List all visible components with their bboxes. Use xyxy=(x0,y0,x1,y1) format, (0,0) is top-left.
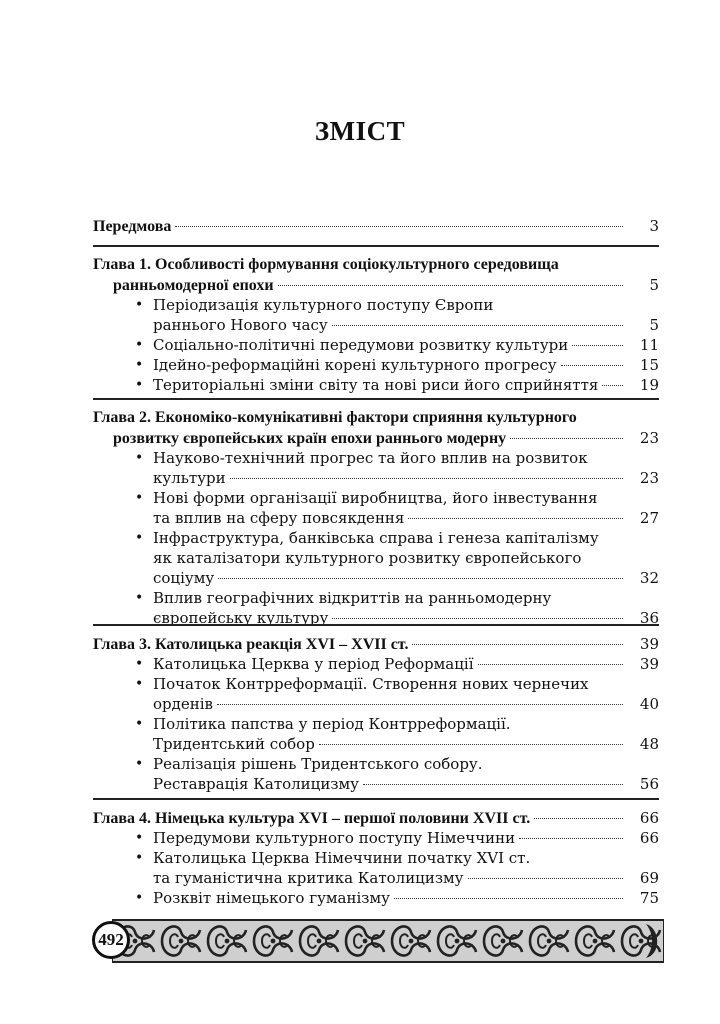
page-ref: 23 xyxy=(639,429,659,447)
list-item xyxy=(93,588,659,628)
chapter-2 xyxy=(93,408,659,628)
chapter-heading: Глава 1. Особливості формування соціокультурного середовища xyxy=(93,256,559,273)
item-text: Реставрація Католицизму xyxy=(153,775,360,793)
item-text: Реалізація рішень Тридентського собору. xyxy=(153,755,483,773)
list-item xyxy=(93,654,659,674)
item-text: Початок Контрреформації. Створення нових чернечих xyxy=(153,675,589,693)
list-item xyxy=(93,355,659,375)
dot-leader xyxy=(602,385,623,386)
list-item xyxy=(93,295,659,335)
page-ref: 5 xyxy=(649,316,659,334)
bullet-icon: • xyxy=(135,850,144,866)
item-text: Вплив географічних відкриттів на ранньомодерну xyxy=(153,589,552,607)
page-ref: 66 xyxy=(639,829,659,847)
item-text: та гуманістична критика Католицизму xyxy=(153,869,464,887)
item-text: Нові форми організації виробництва, його інвестування xyxy=(153,489,598,507)
item-text: як каталізатори культурного розвитку європейського xyxy=(153,549,582,567)
page-number: 492 xyxy=(92,921,130,959)
item-text: та вплив на сферу повсякдення xyxy=(153,509,405,527)
dot-leader xyxy=(332,325,623,326)
page-ref: 39 xyxy=(639,635,659,653)
page-ref: 40 xyxy=(639,695,659,713)
chapter-heading: Глава 3. Католицька реакція XVI – XVII ст. xyxy=(93,636,409,653)
bullet-icon: • xyxy=(135,756,144,772)
item-text: Соціально-політичні передумови розвитку культури xyxy=(153,336,569,354)
item-text: Розквіт німецького гуманізму xyxy=(153,889,390,907)
item-text: раннього Нового часу xyxy=(153,316,328,334)
chapter-heading: Глава 4. Німецька культура XVI – першої половини XVII ст. xyxy=(93,810,531,827)
item-text: Ідейно-реформаційні корені культурного прогресу xyxy=(153,356,557,374)
item-text: Періодизація культурного поступу Європи xyxy=(153,296,494,314)
item-text: європейську культуру xyxy=(153,609,329,627)
item-text: Тридентський собор xyxy=(153,735,315,753)
item-text: Католицька Церква Німеччини початку XVI ст. xyxy=(153,849,531,867)
page-ref: 3 xyxy=(649,217,659,235)
page-ref: 19 xyxy=(639,376,659,394)
chapter-heading: Глава 2. Економіко-комунікативні фактори сприяння культурного xyxy=(93,409,577,426)
dot-leader xyxy=(230,478,623,479)
page-title: ЗМІСТ xyxy=(314,116,406,146)
list-item xyxy=(93,448,659,488)
dot-leader xyxy=(394,898,623,899)
list-item xyxy=(93,828,659,848)
bullet-icon: • xyxy=(135,377,144,393)
item-text: Територіальні зміни світу та нові риси його сприйняття xyxy=(153,376,599,394)
chapter-4 xyxy=(93,808,659,908)
footer xyxy=(92,918,664,964)
dot-leader xyxy=(534,818,623,819)
page-ref: 69 xyxy=(639,869,659,887)
section-divider xyxy=(93,398,659,400)
item-text: орденів xyxy=(153,695,213,713)
bullet-icon: • xyxy=(135,890,144,906)
page-ref: 27 xyxy=(639,509,659,527)
list-item xyxy=(93,674,659,714)
bullet-icon: • xyxy=(135,450,144,466)
preface-label: Передмова xyxy=(93,218,172,235)
item-text: Науково-технічний прогрес та його вплив на розвиток xyxy=(153,449,588,467)
bullet-icon: • xyxy=(135,656,144,672)
dot-leader xyxy=(175,226,623,227)
chapter-3 xyxy=(93,634,659,794)
bullet-icon: • xyxy=(135,676,144,692)
page-ref: 48 xyxy=(639,735,659,753)
page-ref: 75 xyxy=(639,889,659,907)
chapter-heading-cont: ранньомодерної епохи xyxy=(113,277,274,294)
page-ref: 11 xyxy=(639,336,659,354)
item-text: Передумови культурного поступу Німеччини xyxy=(153,829,516,847)
page-ref: 39 xyxy=(639,655,659,673)
dot-leader xyxy=(510,438,623,439)
item-text: культури xyxy=(153,469,226,487)
list-item xyxy=(93,335,659,355)
dot-leader xyxy=(468,878,623,879)
page-ref: 66 xyxy=(639,809,659,827)
bullet-icon: • xyxy=(135,357,144,373)
dot-leader xyxy=(218,578,623,579)
dot-leader xyxy=(561,365,623,366)
dot-leader xyxy=(217,704,623,705)
chapter-heading-cont: розвитку європейських країн епохи раннього модерну xyxy=(113,430,507,447)
bullet-icon: • xyxy=(135,530,144,546)
dot-leader xyxy=(363,784,623,785)
item-text: Політика папства у період Контрреформації. xyxy=(153,715,511,733)
dot-leader xyxy=(332,618,623,619)
dot-leader xyxy=(572,345,623,346)
page-ref: 32 xyxy=(639,569,659,587)
list-item xyxy=(93,528,659,588)
bullet-icon: • xyxy=(135,490,144,506)
section-divider xyxy=(93,624,659,626)
list-item xyxy=(93,754,659,794)
dot-leader xyxy=(478,664,624,665)
celtic-knot-border-icon xyxy=(112,918,664,964)
preface-entry xyxy=(93,216,659,236)
chapter-1 xyxy=(93,255,659,395)
dot-leader xyxy=(408,518,623,519)
section-divider xyxy=(93,798,659,800)
dot-leader xyxy=(278,285,623,286)
list-item xyxy=(93,714,659,754)
item-text: Інфраструктура, банківська справа і генеза капіталізму xyxy=(153,529,599,547)
bullet-icon: • xyxy=(135,716,144,732)
dot-leader xyxy=(519,838,623,839)
bullet-icon: • xyxy=(135,590,144,606)
page-ref: 23 xyxy=(639,469,659,487)
page-ref: 15 xyxy=(639,356,659,374)
bullet-icon: • xyxy=(135,830,144,846)
bullet-icon: • xyxy=(135,337,144,353)
page-ref: 5 xyxy=(649,276,659,294)
item-text: соціуму xyxy=(153,569,215,587)
item-text: Католицька Церква у період Реформації xyxy=(153,655,474,673)
list-item xyxy=(93,888,659,908)
dot-leader xyxy=(319,744,623,745)
page-ref: 56 xyxy=(639,775,659,793)
list-item xyxy=(93,488,659,528)
bullet-icon: • xyxy=(135,297,144,313)
list-item xyxy=(93,375,659,395)
section-divider xyxy=(93,245,659,247)
page-ref: 36 xyxy=(639,609,659,627)
list-item xyxy=(93,848,659,888)
dot-leader xyxy=(412,644,623,645)
